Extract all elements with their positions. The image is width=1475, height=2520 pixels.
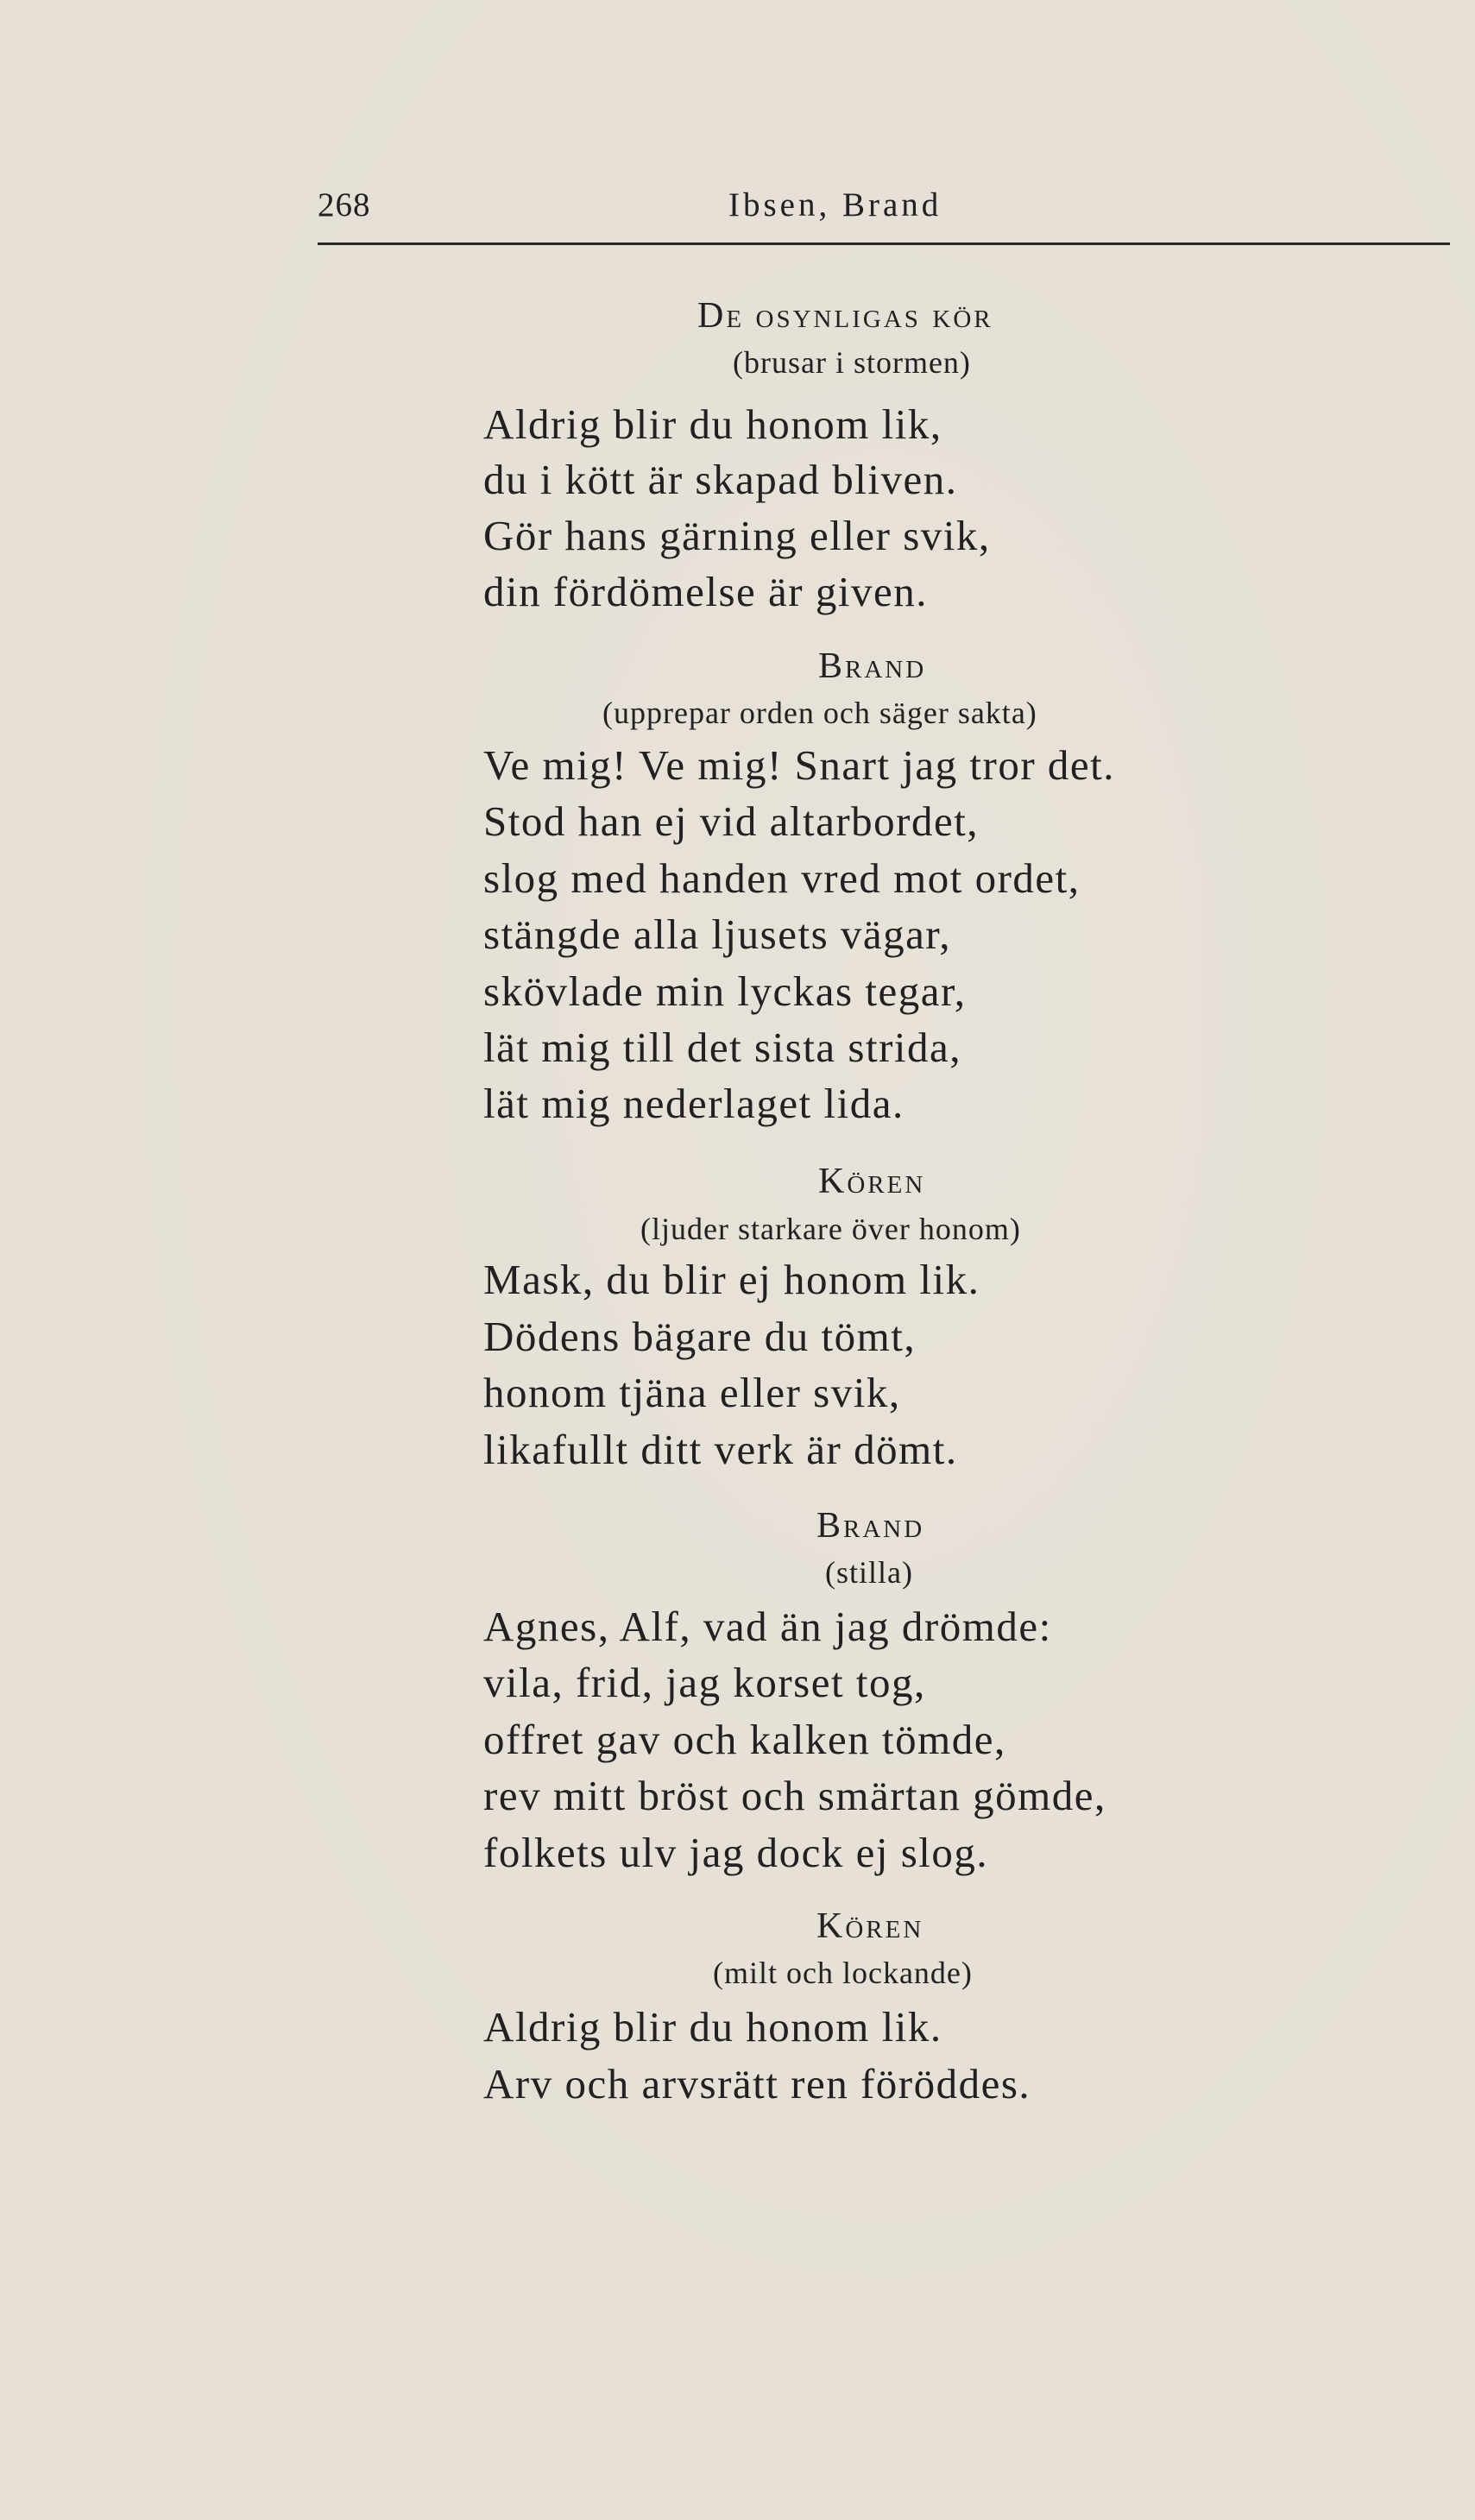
stage-direction: (brusar i stormen) <box>733 345 971 380</box>
header-rule <box>318 243 1450 245</box>
verse-line: Aldrig blir du honom lik, <box>483 400 942 448</box>
verse-line: likafullt ditt verk är dömt. <box>483 1426 958 1473</box>
speaker-name: De osynligas kör <box>697 296 993 336</box>
verse-line: slog med handen vred mot ordet, <box>483 854 1081 902</box>
stage-direction: (stilla) <box>825 1555 913 1590</box>
verse-line: Agnes, Alf, vad än jag drömde: <box>483 1603 1052 1650</box>
verse-line: Stod han ej vid altarbordet, <box>483 797 980 845</box>
verse-line: din fördömelse är given. <box>483 568 928 615</box>
verse-line: du i kött är skapad bliven. <box>483 456 958 503</box>
running-head: Ibsen, Brand <box>728 186 942 224</box>
page-number: 268 <box>318 186 371 224</box>
verse-line: skövlade min lyckas tegar, <box>483 967 967 1015</box>
verse-line: Arv och arvsrätt ren föröddes. <box>483 2060 1031 2107</box>
speaker-name: Kören <box>816 1906 924 1946</box>
verse-line: Gör hans gärning eller svik, <box>483 512 991 559</box>
speaker-name: Brand <box>816 1506 925 1546</box>
stage-direction: (upprepar orden och säger sakta) <box>602 696 1037 730</box>
verse-line: vila, frid, jag korset tog, <box>483 1659 926 1706</box>
verse-line: Ve mig! Ve mig! Snart jag tror det. <box>483 741 1116 789</box>
verse-line: Aldrig blir du honom lik. <box>483 2003 942 2051</box>
verse-line: lät mig till det sista strida, <box>483 1024 961 1071</box>
verse-line: folkets ulv jag dock ej slog. <box>483 1829 989 1876</box>
stage-direction: (ljuder starkare över honom) <box>640 1212 1021 1246</box>
page-header <box>318 186 1450 237</box>
verse-line: Dödens bägare du tömt, <box>483 1313 917 1360</box>
stage-direction: (milt och lockande) <box>713 1956 973 1990</box>
verse-line: rev mitt bröst och smärtan gömde, <box>483 1772 1106 1819</box>
speaker-name: Brand <box>818 646 927 686</box>
verse-line: lät mig nederlaget lida. <box>483 1080 905 1127</box>
verse-line: honom tjäna eller svik, <box>483 1369 901 1416</box>
verse-line: offret gav och kalken tömde, <box>483 1716 1006 1763</box>
verse-line: Mask, du blir ej honom lik. <box>483 1256 980 1303</box>
verse-line: stängde alla ljusets vägar, <box>483 910 951 958</box>
speaker-name: Kören <box>818 1162 926 1201</box>
